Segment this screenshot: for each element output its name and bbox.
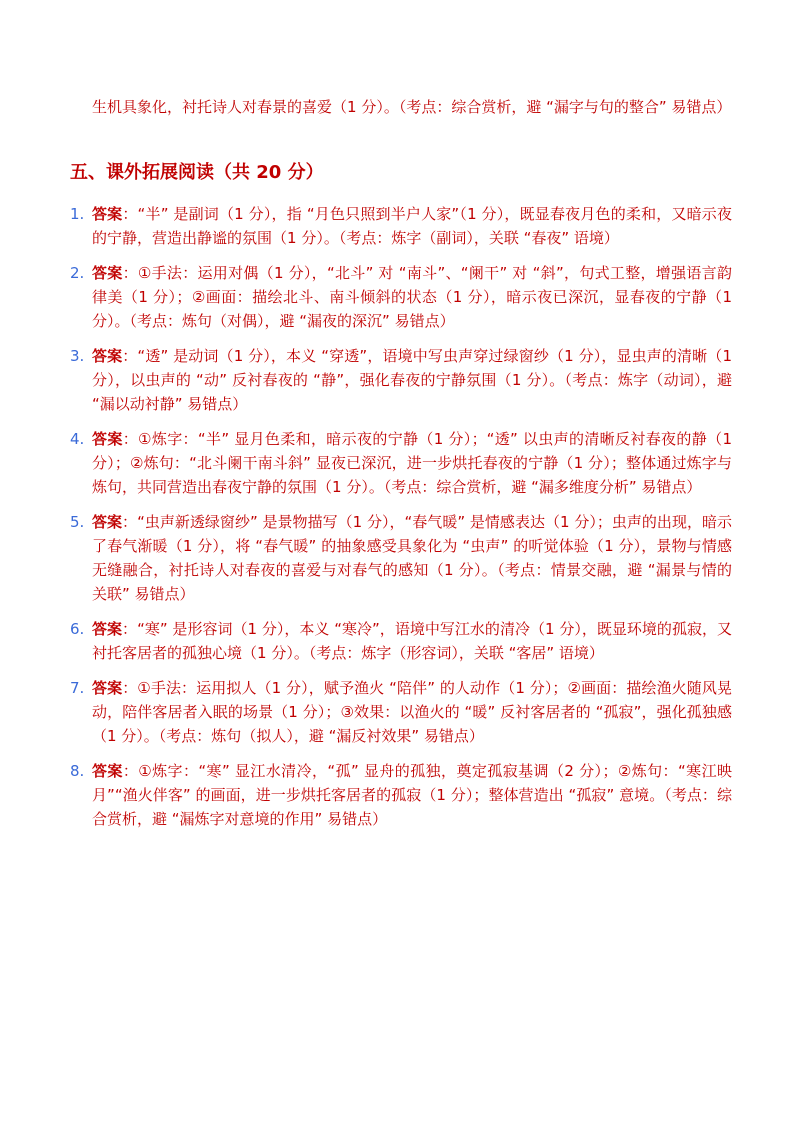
- answer-item-2: [70, 261, 732, 333]
- answer-label: 答案: [92, 762, 123, 780]
- answer-number: 2.: [70, 264, 85, 282]
- answer-number: 7.: [70, 679, 85, 697]
- answer-text: ：“虫声新透绿窗纱” 是景物描写（1 分），“春气暖” 是情感表达（1 分）；虫声的出现，暗示了春气渐暖（1 分），将 “春气暖” 的抽象感受具象化为 “虫声” 的听觉体验（1 分），景物与情感无缝融合，衬托诗人对春夜的喜爱与对春气的感知（1 分）。（考点：情景交融，避 “漏景与情的关联” 易错点）: [92, 513, 732, 603]
- answer-label: 答案: [92, 205, 123, 223]
- answer-content: [92, 676, 732, 748]
- answer-item-1: [70, 202, 732, 250]
- answer-content: [92, 759, 732, 831]
- answer-text: ：①手法：运用对偶（1 分），“北斗” 对 “南斗”、“阑干” 对 “斜”，句式工整，增强语言韵律美（1 分）；②画面：描绘北斗、南斗倾斜的状态（1 分），暗示夜已深沉，显春夜的宁静（1 分）。（考点：炼句（对偶），避 “漏夜的深沉” 易错点）: [92, 264, 732, 330]
- answer-text: ：“透” 是动词（1 分），本义 “穿透”，语境中写虫声穿过绿窗纱（1 分），显虫声的清晰（1 分），以虫声的 “动” 反衬春夜的 “静”，强化春夜的宁静氛围（1 分）。（考点：炼字（动词），避 “漏以动衬静” 易错点）: [92, 347, 732, 413]
- answer-text: ：①手法：运用拟人（1 分），赋予渔火 “陪伴” 的人动作（1 分）；②画面：描绘渔火随风晃动，陪伴客居者入眠的场景（1 分）；③效果：以渔火的 “暖” 反衬客居者的 “孤寂”，强化孤独感（1 分）。（考点：炼句（拟人），避 “漏反衬效果” 易错点）: [92, 679, 732, 745]
- answer-label: 答案: [92, 513, 123, 531]
- answer-text: ：①炼字：“寒” 显江水清冷，“孤” 显舟的孤独，奠定孤寂基调（2 分）；②炼句：“寒江映月”“渔火伴客” 的画面，进一步烘托客居者的孤寂（1 分）；整体营造出 “孤寂” 意境。（考点：综合赏析，避 “漏炼字对意境的作用” 易错点）: [92, 762, 732, 828]
- answer-content: [92, 202, 732, 250]
- answer-label: 答案: [92, 347, 123, 365]
- answer-item-3: [70, 344, 732, 416]
- answer-number: 3.: [70, 347, 85, 365]
- answer-text: ：“半” 是副词（1 分），指 “月色只照到半户人家”（1 分），既显春夜月色的柔和，又暗示夜的宁静，营造出静谧的氛围（1 分）。（考点：炼字（副词），关联 “春夜” 语境）: [92, 205, 732, 247]
- answer-text: ：①炼字：“半” 显月色柔和，暗示夜的宁静（1 分）；“透” 以虫声的清晰反衬春夜的静（1 分）；②炼句：“北斗阑干南斗斜” 显夜已深沉，进一步烘托春夜的宁静（1 分）；整体通过炼字与炼句，共同营造出春夜宁静的氛围（1 分）。（考点：综合赏析，避 “漏多维度分析” 易错点）: [92, 430, 732, 496]
- answer-content: [92, 617, 732, 665]
- answer-item-6: [70, 617, 732, 665]
- answer-number: 8.: [70, 762, 85, 780]
- answer-content: [92, 261, 732, 333]
- answer-label: 答案: [92, 620, 123, 638]
- answer-item-8: [70, 759, 732, 831]
- continued-answer-text: 生机具象化，衬托诗人对春景的喜爱（1 分）。（考点：综合赏析，避 “漏字与句的整合” 易错点）: [92, 98, 732, 116]
- answer-label: 答案: [92, 430, 123, 448]
- answer-number: 4.: [70, 430, 85, 448]
- answer-number: 6.: [70, 620, 85, 638]
- answer-item-5: [70, 510, 732, 606]
- answer-list: [70, 202, 732, 842]
- answer-label: 答案: [92, 679, 123, 697]
- answer-content: [92, 427, 732, 499]
- answer-text: ：“寒” 是形容词（1 分），本义 “寒冷”，语境中写江水的清冷（1 分），既显环境的孤寂，又衬托客居者的孤独心境（1 分）。（考点：炼字（形容词），关联 “客居” 语境）: [92, 620, 732, 662]
- answer-content: [92, 510, 732, 606]
- answer-number: 1.: [70, 205, 85, 223]
- answer-item-7: [70, 676, 732, 748]
- answer-label: 答案: [92, 264, 123, 282]
- answer-content: [92, 344, 732, 416]
- section-title: 五、课外拓展阅读（共 20 分）: [70, 162, 324, 183]
- answer-number: 5.: [70, 513, 85, 531]
- answer-item-4: [70, 427, 732, 499]
